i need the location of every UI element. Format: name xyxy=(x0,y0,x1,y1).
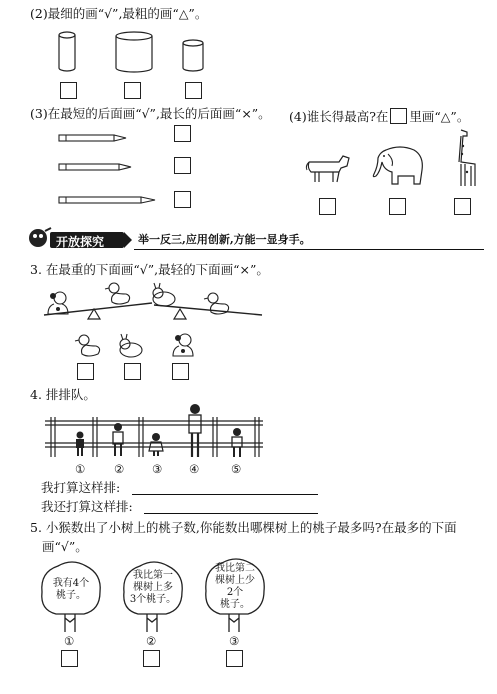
tree-2-label: ② xyxy=(146,634,157,648)
puppy-icon-2 xyxy=(167,332,197,360)
rabbit-icon xyxy=(150,283,180,309)
rabbit-icon-2 xyxy=(117,334,147,360)
q3-text: (3)在最短的后面画“√”,最长的后面画“×”。 xyxy=(30,106,271,121)
child-1-icon xyxy=(73,431,87,457)
tree-3-text-line3: 2个 xyxy=(226,587,244,598)
duck-icon xyxy=(104,282,134,308)
duck-icon-3 xyxy=(74,334,104,360)
tree-1-text-line2: 桃子。 xyxy=(56,590,86,601)
section-slogan: 举一反三,应用创新,方能一显身手。 xyxy=(138,233,311,246)
answer-box-q4-2[interactable] xyxy=(389,198,406,215)
p4-plan1-line[interactable] xyxy=(132,494,318,495)
answer-box-q4-3[interactable] xyxy=(454,198,471,215)
answer-box-q3-2[interactable] xyxy=(174,157,191,174)
answer-box-q2-1[interactable] xyxy=(60,82,77,99)
short-pencil-icon xyxy=(58,133,128,143)
tree-2-text-line1: 我比第一 xyxy=(133,570,173,581)
tree-3-text xyxy=(210,563,260,611)
p4-label-4: ④ xyxy=(189,462,200,476)
p4-label-2: ② xyxy=(114,462,125,476)
puppy-icon xyxy=(42,290,72,318)
giraffe-icon xyxy=(445,128,481,190)
answer-box-p5-1[interactable] xyxy=(61,650,78,667)
answer-box-q2-3[interactable] xyxy=(185,82,202,99)
child-2-icon xyxy=(110,423,126,457)
q4-text-after: 里画“△”。 xyxy=(409,109,470,124)
p4-label-5: ⑤ xyxy=(231,462,242,476)
q4-text-before: (4)谁长得最高?在 xyxy=(289,109,389,124)
tree-2-text xyxy=(128,570,178,606)
p4-text: 4. 排排队。 xyxy=(30,387,96,402)
tree-2-text-line3: 3个桃子。 xyxy=(129,594,177,605)
answer-box-p3-3[interactable] xyxy=(172,363,189,380)
answer-box-p3-1[interactable] xyxy=(77,363,94,380)
long-pencil-icon xyxy=(58,195,156,205)
p4-label-3: ③ xyxy=(152,462,163,476)
tree-1-label: ① xyxy=(64,634,75,648)
banner-arrow-icon xyxy=(124,232,132,248)
answer-box-p5-2[interactable] xyxy=(143,650,160,667)
tree-2-text-line2: 棵树上多 xyxy=(133,582,173,593)
child-3-icon xyxy=(148,433,164,457)
cow-icon xyxy=(305,152,353,188)
tree-3-text-line4: 桃子。 xyxy=(220,599,250,610)
answer-box-p5-3[interactable] xyxy=(226,650,243,667)
medium-pencil-icon xyxy=(58,162,132,172)
p4-plan2-label: 我还打算这样排: xyxy=(41,499,133,514)
tree-3-label: ③ xyxy=(229,634,240,648)
p5-line1: 5. 小猴数出了小树上的桃子数,你能数出哪棵树上的桃子最多吗?在最多的下面 xyxy=(30,520,457,535)
answer-box-q3-1[interactable] xyxy=(174,125,191,142)
tree-1-text xyxy=(47,578,95,602)
p4-plan1-label: 我打算这样排: xyxy=(41,480,121,495)
thin-cylinder-icon xyxy=(56,30,78,74)
thick-cylinder-icon xyxy=(114,30,154,74)
q4-inline-box xyxy=(390,108,407,124)
tree-3-text-line2: 棵树上少 xyxy=(215,575,255,586)
duck-icon-2 xyxy=(203,292,233,318)
answer-box-q4-1[interactable] xyxy=(319,198,336,215)
medium-cylinder-icon xyxy=(180,38,206,74)
section-underline xyxy=(134,249,484,250)
elephant-icon xyxy=(370,142,428,190)
answer-box-p3-2[interactable] xyxy=(124,363,141,380)
q2-text: (2)最细的画“√”,最粗的画“△”。 xyxy=(30,6,208,21)
tree-1-text-line1: 我有4个 xyxy=(52,578,90,589)
p5-line2: 画“√”。 xyxy=(42,539,88,554)
q4-text xyxy=(289,108,469,124)
p3-text: 3. 在最重的下面画“√”,最轻的下面画“×”。 xyxy=(30,262,269,277)
p4-plan2-line[interactable] xyxy=(144,513,318,514)
p4-label-1: ① xyxy=(75,462,86,476)
child-5-icon xyxy=(229,428,245,458)
child-4-icon xyxy=(186,404,204,458)
answer-box-q3-3[interactable] xyxy=(174,191,191,208)
tree-3-text-line1: 我比第二 xyxy=(215,563,255,574)
section-title-banner xyxy=(50,232,124,248)
answer-box-q2-2[interactable] xyxy=(124,82,141,99)
section-title: 开放探究 xyxy=(56,235,105,249)
